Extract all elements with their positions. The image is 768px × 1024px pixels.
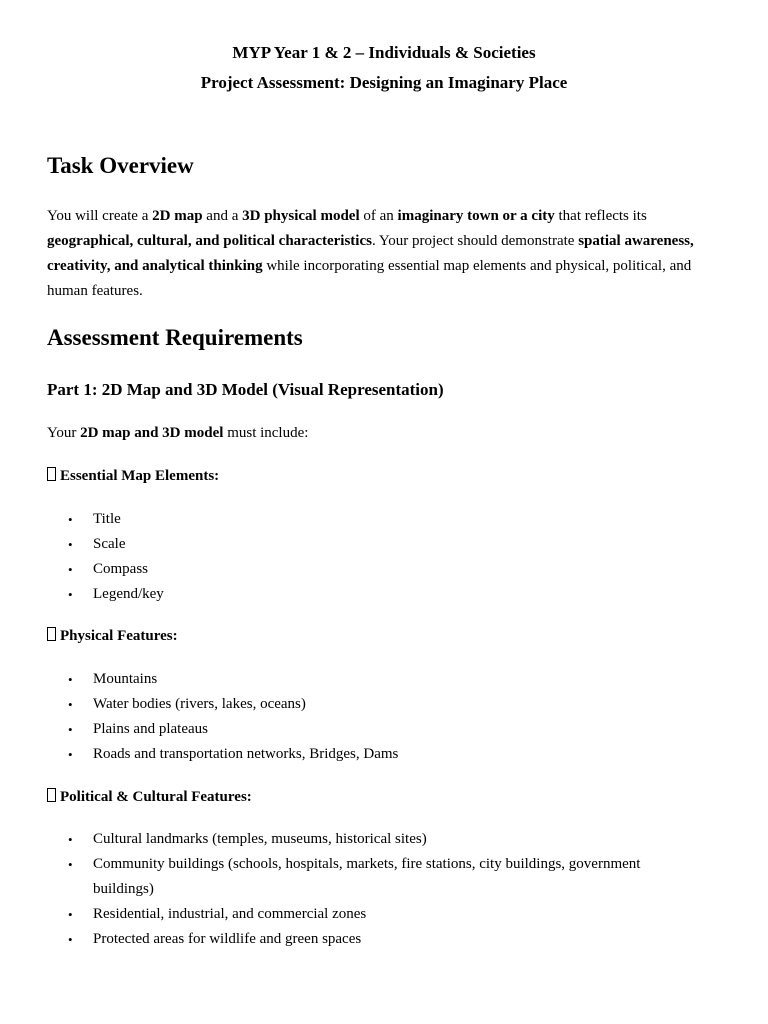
part1-intro: Your 2D map and 3D model must include: (47, 425, 309, 441)
list-item: • Community buildings (schools, hospitals, markets, fire stations, city buildings, government buildings) (47, 852, 687, 902)
document-subtitle: Project Assessment: Designing an Imaginary Place (200, 73, 568, 92)
list-item: • Protected areas for wildlife and green spaces (47, 927, 687, 952)
checkbox-glyph-icon (47, 467, 56, 481)
list-item: • Legend/key (47, 582, 687, 607)
list-item: • Scale (47, 532, 687, 557)
section-label-map-elements: Essential Map Elements: (47, 466, 219, 486)
list-item: • Cultural landmarks (temples, museums, historical sites) (47, 827, 687, 852)
part1-heading: Part 1: 2D Map and 3D Model (Visual Representation) (47, 380, 444, 399)
task-overview-paragraph: You will create a 2D map and a 3D physical model of an imaginary town or a city that reflects its geographical, cultural, and political characteristics. Your project should demonstrate spatial awareness, creativity, and analytical thinking while incorporating essential map elements and physical, political, and human features. (47, 208, 694, 299)
list-item: • Title (47, 507, 687, 532)
checkbox-glyph-icon (47, 788, 56, 802)
document-title: MYP Year 1 & 2 – Individuals & Societies (232, 43, 536, 62)
map-elements-list (47, 507, 687, 607)
list-item: • Water bodies (rivers, lakes, oceans) (47, 692, 687, 717)
list-item: • Residential, industrial, and commercial zones (47, 902, 687, 927)
list-item: • Compass (47, 557, 687, 582)
section-label-physical-features: Physical Features: (47, 626, 178, 646)
task-overview-heading: Task Overview (47, 153, 194, 178)
physical-features-list (47, 667, 687, 767)
section-label-political-cultural: Political & Cultural Features: (47, 787, 252, 807)
checkbox-glyph-icon (47, 627, 56, 641)
political-cultural-list (47, 827, 687, 952)
list-item: • Roads and transportation networks, Bridges, Dams (47, 742, 687, 767)
assessment-requirements-heading: Assessment Requirements (47, 325, 303, 350)
list-item: • Plains and plateaus (47, 717, 687, 742)
list-item: • Mountains (47, 667, 687, 692)
